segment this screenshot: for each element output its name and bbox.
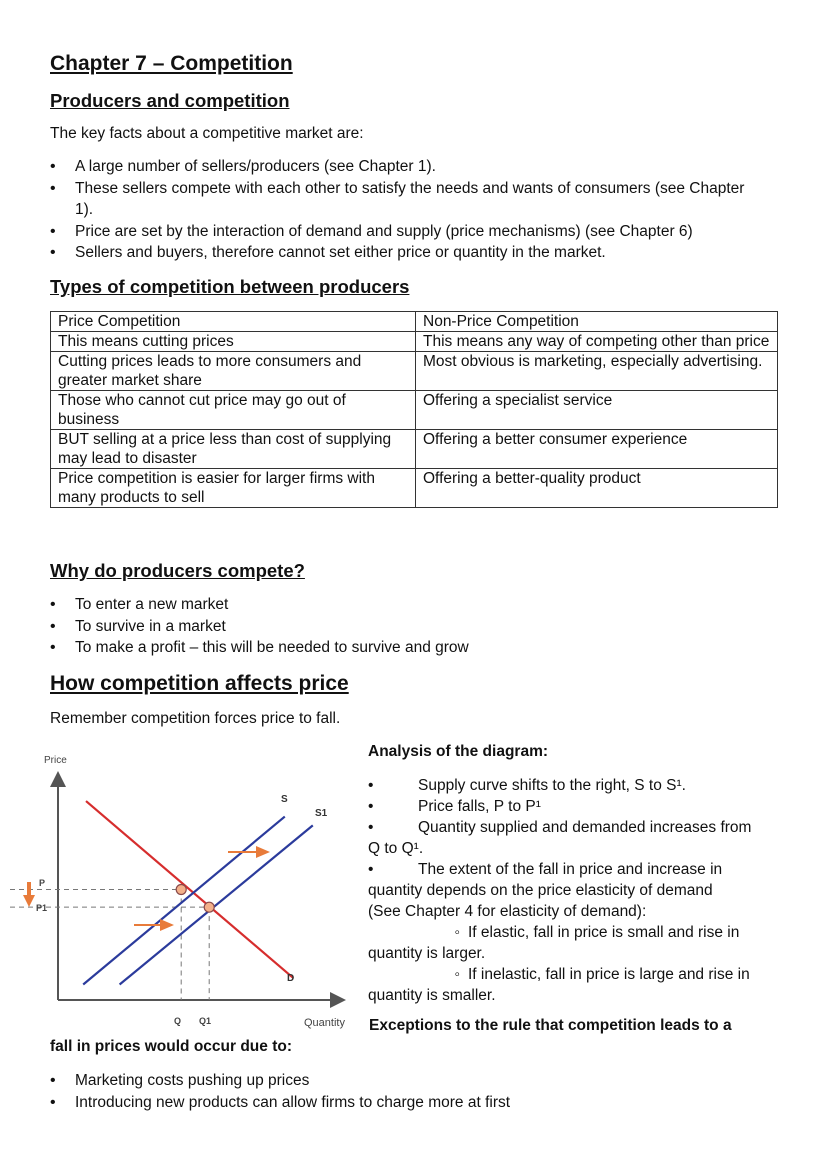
- table-cell: This means any way of competing other than price: [416, 332, 778, 352]
- equilibrium-points: [176, 885, 214, 913]
- list-item: • Marketing costs pushing up prices: [50, 1070, 760, 1092]
- table-cell: Offering a better-quality product: [416, 469, 778, 508]
- analysis-text: (See Chapter 4 for elasticity of demand):: [368, 903, 647, 920]
- analysis-bullet: [368, 796, 788, 817]
- analysis-text: Price falls, P to P¹: [418, 798, 541, 815]
- table-cell: Price Competition: [51, 312, 416, 332]
- price-fall-arrow: [23, 882, 35, 907]
- bullet-dot: •: [368, 777, 374, 794]
- list-item: • Introducing new products can allow firms to charge more at first: [50, 1092, 760, 1114]
- table-cell: Offering a specialist service: [416, 391, 778, 430]
- analysis-bullet: [368, 817, 788, 838]
- equilibrium-point-original: [176, 885, 186, 895]
- series-line-d: [86, 801, 293, 978]
- producers-heading: Producers and competition: [50, 90, 290, 111]
- table-cell: Those who cannot cut price may go out of business: [51, 391, 416, 430]
- series-line-s: [83, 817, 285, 985]
- analysis-bullet: [368, 775, 788, 796]
- analysis-text: If inelastic, fall in price is large and rise in: [468, 966, 750, 983]
- analysis-bullet: [368, 859, 788, 880]
- curve-label-d: D: [287, 973, 295, 984]
- table-cell: Offering a better consumer experience: [416, 430, 778, 469]
- how-intro: Remember competition forces price to fall.: [50, 710, 341, 727]
- sub-bullet-circle: ◦: [454, 966, 460, 983]
- chart-series: [83, 801, 313, 984]
- exceptions-bullet-list: [50, 1070, 760, 1113]
- list-item: • A large number of sellers/producers (see Chapter 1).: [50, 156, 760, 178]
- tick-label-q: Q: [174, 1016, 182, 1026]
- table-cell: Cutting prices leads to more consumers and greater market share: [51, 352, 416, 391]
- table-cell: Price competition is easier for larger firms with many products to sell: [51, 469, 416, 508]
- analysis-text: Quantity supplied and demanded increases from: [418, 819, 752, 836]
- why-heading: Why do producers compete?: [50, 560, 305, 581]
- bullet-dot: •: [368, 798, 374, 815]
- competition-table: [50, 311, 778, 508]
- analysis-text: If elastic, fall in price is small and rise in: [468, 924, 740, 941]
- analysis-text: quantity depends on the price elasticity of demand: [368, 882, 713, 899]
- table-cell: Non-Price Competition: [416, 312, 778, 332]
- exceptions-continued: fall in prices would occur due to:: [50, 1038, 292, 1055]
- curve-label-s: S: [281, 794, 288, 805]
- analysis-panel: [368, 741, 788, 1006]
- analysis-text: quantity is larger.: [368, 945, 486, 962]
- curve-label-s1: S1: [315, 808, 328, 819]
- how-heading: How competition affects price: [50, 672, 349, 695]
- table-cell: This means cutting prices: [51, 332, 416, 352]
- table-row: [51, 352, 778, 391]
- why-bullet-list: [50, 594, 760, 659]
- analysis-text: Q to Q¹.: [368, 840, 424, 857]
- analysis-heading: Analysis of the diagram:: [368, 743, 549, 760]
- sub-bullet-circle: ◦: [454, 924, 460, 941]
- list-item: • To survive in a market: [50, 616, 760, 638]
- series-line-s1: [120, 825, 313, 984]
- tick-label-q1: Q1: [199, 1016, 212, 1026]
- equilibrium-point-new: [204, 902, 214, 912]
- types-heading: Types of competition between producers: [50, 276, 410, 297]
- analysis-subbullet: [368, 964, 788, 985]
- y-axis-label: Price: [44, 755, 67, 766]
- supply-demand-chart: [0, 745, 365, 1040]
- analysis-subbullet: [368, 922, 788, 943]
- page-title: Chapter 7 – Competition: [50, 52, 293, 75]
- table-row: [51, 430, 778, 469]
- table-cell: BUT selling at a price less than cost of supplying may lead to disaster: [51, 430, 416, 469]
- producers-intro: The key facts about a competitive market are:: [50, 125, 364, 142]
- list-item: • These sellers compete with each other to satisfy the needs and wants of consumers (see Chapter 1).: [50, 178, 760, 221]
- list-item: • Sellers and buyers, therefore cannot set either price or quantity in the market.: [50, 242, 760, 264]
- bullet-dot: •: [368, 861, 374, 878]
- table-row: [51, 391, 778, 430]
- shift-arrow-lower: [134, 919, 174, 931]
- analysis-text: quantity is smaller.: [368, 987, 496, 1004]
- analysis-text: Supply curve shifts to the right, S to S¹.: [418, 777, 686, 794]
- table-row: [51, 469, 778, 508]
- tick-label-p: P: [39, 878, 46, 888]
- analysis-text: The extent of the fall in price and increase in: [418, 861, 723, 878]
- producers-bullet-list: [50, 156, 760, 264]
- x-axis-label: Quantity: [304, 1017, 345, 1029]
- exceptions-lead: Exceptions to the rule that competition leads to a: [369, 1017, 732, 1034]
- table-cell: Most obvious is marketing, especially advertising.: [416, 352, 778, 391]
- list-item: • To make a profit – this will be needed to survive and grow: [50, 637, 760, 659]
- list-item: • Price are set by the interaction of demand and supply (price mechanisms) (see Chapter 6): [50, 221, 760, 243]
- table-row: [51, 312, 778, 332]
- table-row: [51, 332, 778, 352]
- list-item: • To enter a new market: [50, 594, 760, 616]
- bullet-dot: •: [368, 819, 374, 836]
- tick-label-p1: P1: [36, 903, 48, 913]
